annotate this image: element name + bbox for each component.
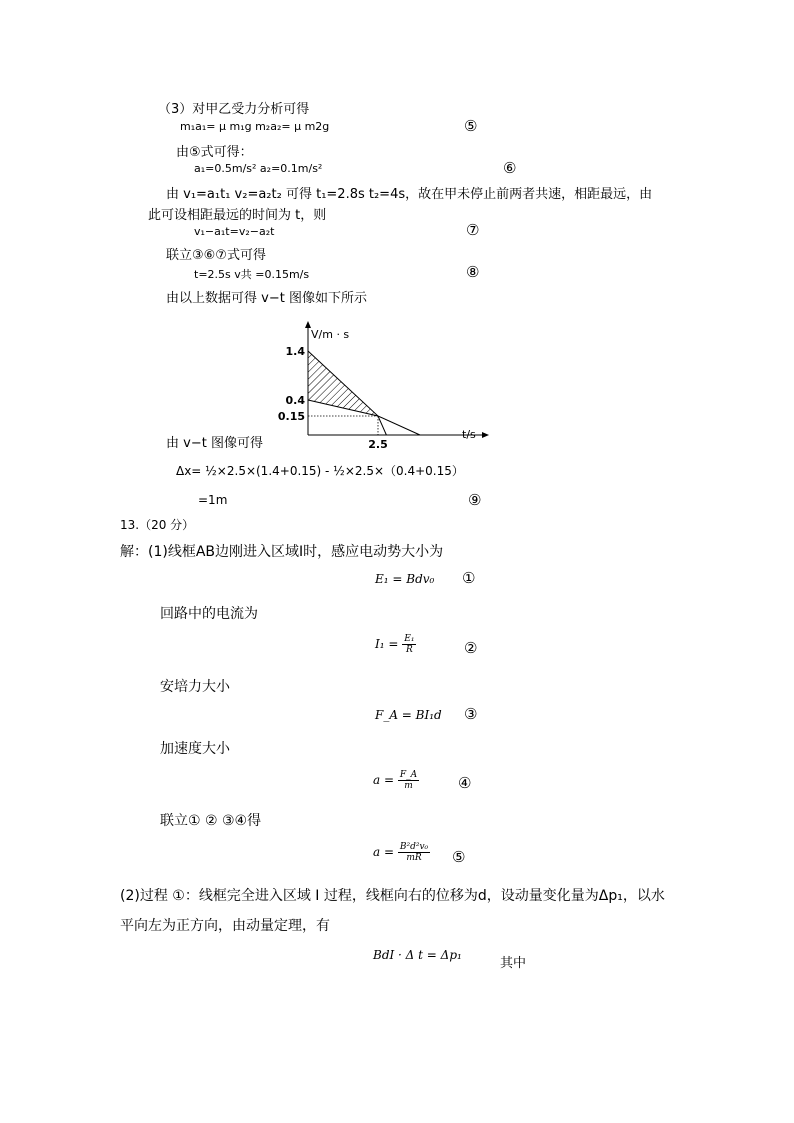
- equation-label-9: ⑨: [468, 491, 482, 509]
- equation-6: a₁=0.5m/s² a₂=0.1m/s²: [194, 162, 323, 175]
- q13-eq5: a = $\frac{\text{B²d²v₀}}{mR}$: [373, 842, 429, 863]
- q13-accel-text: 加速度大小: [160, 741, 230, 757]
- y-axis-label: V/m · s: [311, 328, 350, 341]
- q13-eq4: a = $\frac{F\_A}{m}$: [373, 770, 418, 791]
- q13-eq1: E₁ = Bdv₀: [375, 572, 435, 586]
- q13-combine-text: 联立① ② ③④得: [160, 813, 262, 829]
- q13-where-text: 其中: [500, 956, 527, 971]
- equation-label-5: ⑤: [464, 117, 478, 135]
- equation-label-8: ⑧: [466, 263, 480, 281]
- paragraph-line-2: 此可设相距最远的时间为 t，则: [148, 208, 327, 223]
- part3-heading: （3）对甲乙受力分析可得: [158, 102, 310, 117]
- equation-7: v₁−a₁t=v₂−a₂t: [194, 225, 275, 238]
- from-graph-text: 由 v−t 图像可得: [166, 436, 263, 451]
- q13-eq3: F_A = BI₁d: [375, 708, 442, 722]
- t-axis-arrow: [482, 432, 489, 438]
- vt-graph: [270, 318, 490, 453]
- y-tick-label: 0.4: [285, 394, 305, 407]
- paragraph-line-1: 由 v₁=a₁t₁ v₂=a₂t₂ 可得 t₁=2.8s t₂=4s，故在甲未停止前两者共速，相距最远，由: [166, 187, 653, 202]
- from-eq5-text: 由⑤式可得：: [176, 145, 253, 160]
- q13-part2-line-1: (2)过程 ①：线框完全进入区域 I 过程，线框向右的位移为d，设动量变化量为Δp₁，以水: [120, 888, 665, 904]
- q13-label-1: ①: [462, 569, 476, 587]
- q13-label-4: ④: [458, 774, 472, 792]
- equation-5: m₁a₁= μ m₁g m₂a₂= μ m2g: [180, 120, 330, 133]
- equation-8: t=2.5s v共 =0.15m/s: [194, 268, 310, 281]
- v-axis-arrow: [305, 321, 311, 328]
- equation-label-6: ⑥: [503, 159, 517, 177]
- q13-momentum-equation: BdI · Δ t = Δp₁: [373, 948, 462, 962]
- q13-part2-line-2: 平向左为正方向，由动量定理，有: [120, 918, 330, 934]
- y-tick-label: 0.15: [277, 410, 305, 423]
- q13-eq2: I₁ = $\frac{\text{E₁}}{R}$: [375, 634, 415, 655]
- combine-text: 联立③⑥⑦式可得: [166, 248, 266, 263]
- q13-ampere-text: 安培力大小: [160, 679, 230, 695]
- question-13-title: 13.（20 分）: [120, 518, 195, 532]
- q13-current-text: 回路中的电流为: [160, 606, 258, 622]
- x-tick-label: 2.5: [368, 438, 388, 451]
- q13-label-3: ③: [464, 705, 478, 723]
- q13-label-5: ⑤: [452, 848, 466, 866]
- q13-intro: 解：(1)线框AB边刚进入区域I时，感应电动势大小为: [120, 544, 444, 560]
- equation-label-7: ⑦: [466, 221, 480, 239]
- equation-9-result: =1m: [198, 493, 228, 507]
- equation-9: Δx= ½×2.5×(1.4+0.15) - ½×2.5×（0.4+0.15）: [176, 464, 464, 478]
- q13-label-2: ②: [464, 639, 478, 657]
- y-tick-label: 1.4: [285, 345, 305, 358]
- graph-intro-text: 由以上数据可得 v−t 图像如下所示: [166, 291, 367, 306]
- x-axis-label: t/s: [462, 428, 476, 441]
